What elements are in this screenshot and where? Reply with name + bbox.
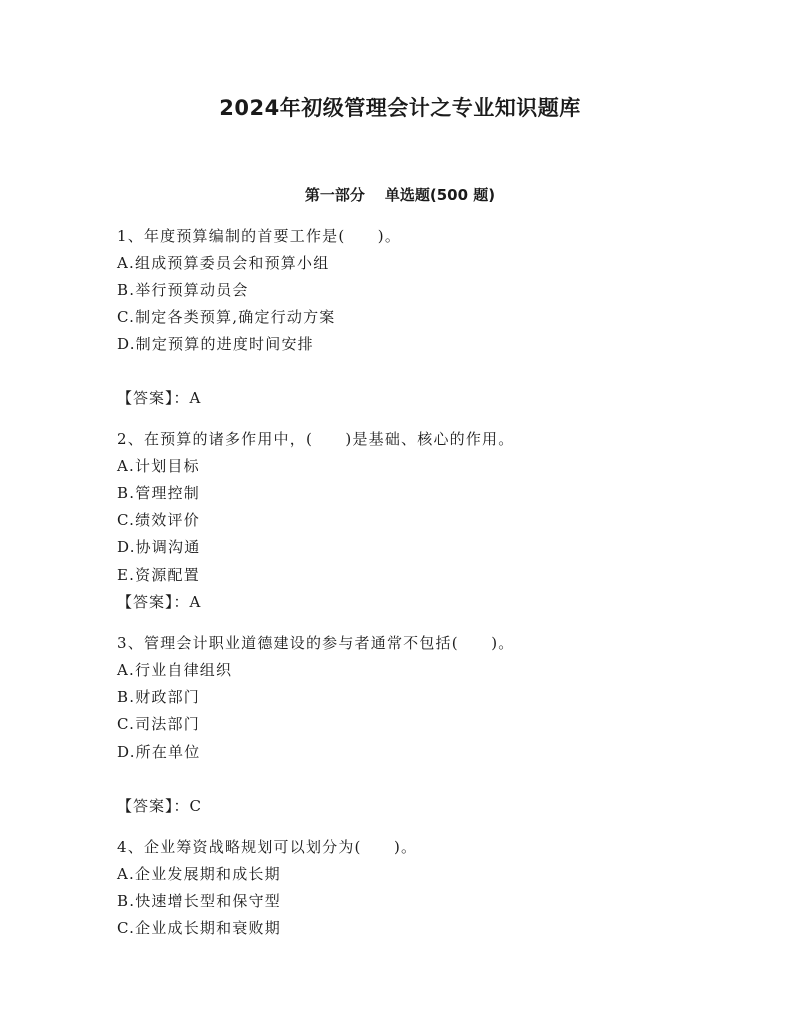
- question-2-option-e: E.资源配置: [117, 566, 200, 584]
- question-2-option-c: C.绩效评价: [117, 511, 200, 529]
- question-4-option-b: B.快速增长型和保守型: [117, 892, 281, 910]
- section-heading: [0, 184, 800, 205]
- question-3-option-a: A.行业自律组织: [117, 661, 233, 679]
- question-2-option-d: D.协调沟通: [117, 538, 201, 556]
- question-3-answer: 【答案】：C: [117, 797, 202, 815]
- question-4-option-a: A.企业发展期和成长期: [117, 865, 281, 883]
- question-2-option-a: A.计划目标: [117, 457, 200, 475]
- question-1-option-a: A.组成预算委员会和预算小组: [117, 254, 330, 272]
- question-2-answer: 【答案】：A: [117, 593, 202, 611]
- question-1-option-d: D.制定预算的进度时间安排: [117, 335, 314, 353]
- question-1-stem: 1、年度预算编制的首要工作是( )。: [117, 227, 402, 245]
- question-3-option-d: D.所在单位: [117, 743, 201, 761]
- document-title: 2024年初级管理会计之专业知识题库: [219, 96, 581, 120]
- question-2-stem: 2、在预算的诸多作用中，( )是基础、核心的作用。: [117, 430, 515, 448]
- question-2-option-b: B.管理控制: [117, 484, 200, 502]
- section-part: 第一部分: [304, 186, 365, 204]
- question-1-option-b: B.举行预算动员会: [117, 281, 249, 299]
- question-4-option-c: C.企业成长期和衰败期: [117, 919, 281, 937]
- question-4-stem: 4、企业筹资战略规划可以划分为( )。: [117, 838, 418, 856]
- question-3-option-b: B.财政部门: [117, 688, 200, 706]
- question-1-answer: 【答案】：A: [117, 389, 202, 407]
- section-name: 单选题(500 题): [384, 186, 496, 204]
- question-3-stem: 3、管理会计职业道德建设的参与者通常不包括( )。: [117, 634, 515, 652]
- question-3-option-c: C.司法部门: [117, 715, 200, 733]
- question-1-option-c: C.制定各类预算,确定行动方案: [117, 308, 336, 326]
